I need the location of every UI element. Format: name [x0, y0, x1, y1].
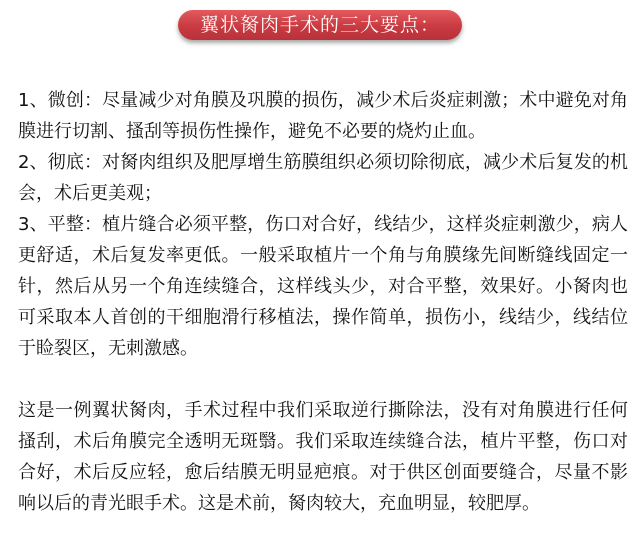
- point-minimally-invasive: 1、微创：尽量减少对角膜及巩膜的损伤，减少术后炎症刺激；术中避免对角膜进行切割、搔刮等损伤性操作，避免不必要的烧灼止血。: [18, 90, 628, 142]
- paragraph-gap: [18, 364, 628, 395]
- article-body: [18, 85, 628, 519]
- point-thorough: 2、彻底：对胬肉组织及肥厚增生筋膜组织必须切除彻底，减少术后复发的机会，术后更美观；: [18, 152, 628, 204]
- page-title: 翼状胬肉手术的三大要点：: [178, 10, 462, 40]
- case-paragraph: 这是一例翼状胬肉，手术过程中我们采取逆行撕除法，没有对角膜进行任何搔刮，术后角膜完全透明无斑翳。我们采取连续缝合法，植片平整，伤口对合好，术后反应轻，愈后结膜无明显疤痕。对于供区创面要缝合，尽量不影响以后的青光眼手术。这是术前，胬肉较大，充血明显，较肥厚。: [18, 400, 628, 514]
- title-banner: [0, 10, 640, 40]
- point-smooth: 3、平整：植片缝合必须平整，伤口对合好，线结少，这样炎症刺激少，病人更舒适，术后复发率更低。一般采取植片一个角与角膜缘先间断缝线固定一针，然后从另一个角连续缝合，这样线头少，对合平整，效果好。小胬肉也可采取本人首创的干细胞滑行移植法，操作简单，损伤小，线结少，线结位于睑裂区，无刺激感。: [18, 214, 628, 359]
